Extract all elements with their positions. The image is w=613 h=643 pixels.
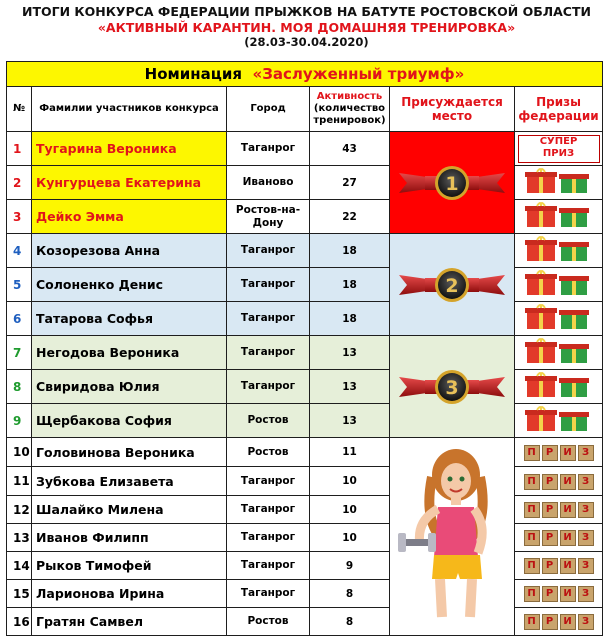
participant-name: Тугарина Вероника (32, 132, 227, 166)
prize-letter-tile: И (560, 530, 576, 546)
participant-activity: 11 (310, 438, 390, 467)
prize-letter-tile: З (578, 445, 594, 461)
table-row (7, 234, 603, 268)
participant-city: Таганрог (227, 524, 310, 552)
participant-city: Таганрог (227, 234, 310, 268)
col-prizes: Призы федерации (515, 87, 603, 132)
participant-name: Зубкова Елизавета (32, 467, 227, 496)
participant-name: Ларионова Ирина (32, 580, 227, 608)
prize-cell (515, 580, 603, 608)
row-number: 2 (7, 166, 32, 200)
prize-cell (515, 524, 603, 552)
prize-cell (515, 302, 603, 336)
prize-cell (515, 268, 603, 302)
participant-city: Таганрог (227, 370, 310, 404)
row-number: 15 (7, 580, 32, 608)
nomination-name: «Заслуженный триумф» (252, 65, 465, 83)
table-row (7, 336, 603, 370)
prize-letter-tile: З (578, 558, 594, 574)
gift-icon (519, 337, 599, 365)
prize-letter-tile: П (524, 502, 540, 518)
row-number: 7 (7, 336, 32, 370)
prize-letter-tile: Р (542, 614, 558, 630)
place-number: 1 (445, 173, 459, 195)
participant-city: Ростов (227, 438, 310, 467)
prize-tiles (524, 586, 594, 602)
participant-city: Таганрог (227, 580, 310, 608)
participant-city: Ростов (227, 404, 310, 438)
prize-letter-tile: И (560, 614, 576, 630)
prize-letter-tile: Р (542, 445, 558, 461)
prize-cell (515, 200, 603, 234)
prize-cell (515, 608, 603, 636)
col-activity-title: Активность (316, 91, 383, 102)
col-activity-sub: (количество тренировок) (313, 103, 386, 126)
prize-letter-tile: Р (542, 502, 558, 518)
participant-city: Ростов-на-Дону (227, 200, 310, 234)
results-table (6, 61, 603, 636)
participant-activity: 10 (310, 524, 390, 552)
participant-name: Негодова Вероника (32, 336, 227, 370)
prize-letter-tile: Р (542, 474, 558, 490)
prize-letter-tile: З (578, 530, 594, 546)
place-cell-2 (390, 234, 515, 336)
prize-letter-tile: И (560, 445, 576, 461)
participant-activity: 43 (310, 132, 390, 166)
prize-letter-tile: П (524, 474, 540, 490)
table-row (7, 438, 603, 467)
prize-cell (515, 370, 603, 404)
col-activity (310, 87, 390, 132)
row-number: 1 (7, 132, 32, 166)
row-number: 5 (7, 268, 32, 302)
gift-icon (519, 201, 599, 229)
participant-name: Гратян Самвел (32, 608, 227, 636)
participant-city: Таганрог (227, 336, 310, 370)
participant-activity: 27 (310, 166, 390, 200)
gift-icon (519, 235, 599, 263)
prize-cell (515, 467, 603, 496)
participant-name: Козорезова Анна (32, 234, 227, 268)
prize-cell (515, 438, 603, 467)
place-medal-3 (397, 363, 507, 407)
participant-city: Таганрог (227, 268, 310, 302)
prize-letter-tile: З (578, 474, 594, 490)
participant-name: Татарова Софья (32, 302, 227, 336)
participant-city: Таганрог (227, 496, 310, 524)
gift-icon (519, 269, 599, 297)
participant-activity: 18 (310, 302, 390, 336)
participant-name: Солоненко Денис (32, 268, 227, 302)
place-number: 2 (445, 275, 459, 297)
table-row (7, 132, 603, 166)
prize-letter-tile: И (560, 502, 576, 518)
prize-letter-tile: Р (542, 530, 558, 546)
prize-letter-tile: П (524, 558, 540, 574)
prize-tiles (524, 445, 594, 461)
super-prize-word-2: ПРИЗ (542, 147, 575, 159)
prize-letter-tile: П (524, 614, 540, 630)
col-city: Город (227, 87, 310, 132)
prize-letter-tile: Р (542, 586, 558, 602)
participant-activity: 13 (310, 370, 390, 404)
participant-city: Таганрог (227, 302, 310, 336)
participant-city: Иваново (227, 166, 310, 200)
fitness-girl-illustration (392, 445, 512, 625)
place-cell-illustration (390, 438, 515, 636)
participant-city: Таганрог (227, 552, 310, 580)
prize-letter-tile: Р (542, 558, 558, 574)
participant-activity: 9 (310, 552, 390, 580)
place-cell-3 (390, 336, 515, 438)
prize-tiles (524, 502, 594, 518)
contest-dates: (28.03-30.04.2020) (244, 35, 369, 50)
prize-letter-tile: И (560, 558, 576, 574)
participant-name: Головинова Вероника (32, 438, 227, 467)
prize-cell (515, 166, 603, 200)
participant-name: Шалайко Милена (32, 496, 227, 524)
nomination-label: Номинация (144, 65, 243, 83)
prize-letter-tile: З (578, 586, 594, 602)
place-number: 3 (445, 377, 459, 399)
participant-name: Кунгурцева Екатерина (32, 166, 227, 200)
prize-cell (515, 336, 603, 370)
prize-cell (515, 404, 603, 438)
participant-activity: 18 (310, 234, 390, 268)
prize-tiles (524, 614, 594, 630)
gift-icon (519, 303, 599, 331)
row-number: 16 (7, 608, 32, 636)
participant-city: Таганрог (227, 467, 310, 496)
prize-letter-tile: И (560, 474, 576, 490)
row-number: 9 (7, 404, 32, 438)
participant-city: Таганрог (227, 132, 310, 166)
prize-letter-tile: З (578, 502, 594, 518)
participant-activity: 13 (310, 336, 390, 370)
prize-cell (515, 132, 603, 166)
row-number: 6 (7, 302, 32, 336)
participant-name: Рыков Тимофей (32, 552, 227, 580)
participant-activity: 13 (310, 404, 390, 438)
participant-name: Иванов Филипп (32, 524, 227, 552)
gift-icon (519, 405, 599, 433)
gift-icon (519, 371, 599, 399)
participant-name: Свиридова Юлия (32, 370, 227, 404)
prize-letter-tile: З (578, 614, 594, 630)
row-number: 14 (7, 552, 32, 580)
col-num: № (7, 87, 32, 132)
row-number: 12 (7, 496, 32, 524)
place-medal-2 (397, 261, 507, 305)
prize-letter-tile: П (524, 530, 540, 546)
col-place: Присуждается место (390, 87, 515, 132)
super-prize-word-1: СУПЕР (539, 135, 578, 147)
participant-activity: 8 (310, 580, 390, 608)
row-number: 4 (7, 234, 32, 268)
participant-city: Ростов (227, 608, 310, 636)
prize-letter-tile: П (524, 586, 540, 602)
contest-name: «АКТИВНЫЙ КАРАНТИН. МОЯ ДОМАШНЯЯ ТРЕНИРОВКА» (97, 19, 516, 35)
participant-name: Дейко Эмма (32, 200, 227, 234)
row-number: 10 (7, 438, 32, 467)
prize-letter-tile: И (560, 586, 576, 602)
participant-activity: 18 (310, 268, 390, 302)
participant-activity: 8 (310, 608, 390, 636)
report-title: ИТОГИ КОНКУРСА ФЕДЕРАЦИИ ПРЫЖКОВ НА БАТУТЕ РОСТОВСКОЙ ОБЛАСТИ (22, 4, 591, 19)
place-medal-1 (397, 159, 507, 203)
prize-cell (515, 234, 603, 268)
prize-tiles (524, 474, 594, 490)
participant-activity: 22 (310, 200, 390, 234)
row-number: 13 (7, 524, 32, 552)
participant-name: Щербакова София (32, 404, 227, 438)
row-number: 8 (7, 370, 32, 404)
prize-letter-tile: П (524, 445, 540, 461)
super-prize-tag (518, 135, 600, 163)
gift-icon (519, 167, 599, 195)
participant-activity: 10 (310, 496, 390, 524)
col-name: Фамилии участников конкурса (32, 87, 227, 132)
prize-tiles (524, 558, 594, 574)
row-number: 11 (7, 467, 32, 496)
prize-cell (515, 496, 603, 524)
nomination-bar (7, 62, 603, 87)
prize-cell (515, 552, 603, 580)
prize-tiles (524, 530, 594, 546)
row-number: 3 (7, 200, 32, 234)
participant-activity: 10 (310, 467, 390, 496)
place-cell-1 (390, 132, 515, 234)
